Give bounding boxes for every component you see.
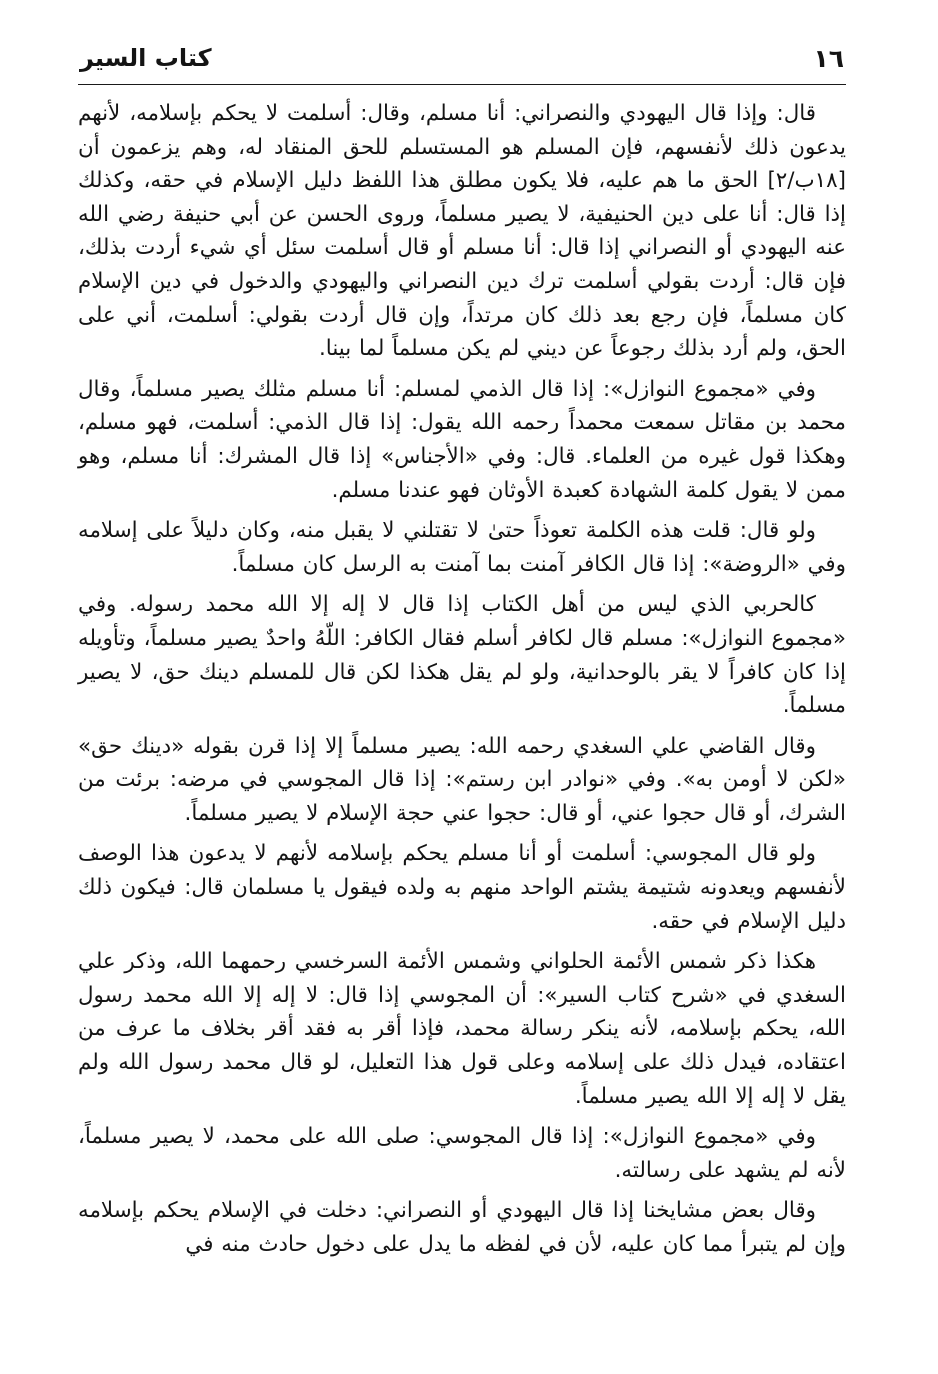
paragraph: وقال بعض مشايخنا إذا قال اليهودي أو النصراني: دخلت في الإسلام يحكم بإسلامه وإن لم يتبرأ مما كان عليه، لأن في لفظه ما يدل على دخول حادث منه في — [78, 1198, 846, 1257]
running-title: كتاب السير — [80, 44, 212, 72]
paragraph: هكذا ذكر شمس الأئمة الحلواني وشمس الأئمة السرخسي رحمهما الله، وذكر علي السغدي في «شرح كتاب السير»: أن المجوسي إذا قال: لا إله إلا الله محمد رسول الله، يحكم بإسلامه، لأنه ينكر رسالة محمد، فإذا أقر به فقد أقر بخلاف ما عرف من اعتقاده، فيدل ذلك على إسلامه وعلى قول هذا التعليل، لو قال محمد رسول الله ولم يقل لا إله إلا الله يصير مسلماً. — [78, 949, 846, 1109]
paragraph: وقال القاضي علي السغدي رحمه الله: يصير مسلماً إلا إذا قرن بقوله «دينك حق» «لكن لا أومن به». وفي «نوادر ابن رستم»: إذا قال المجوسي في مرضه: برئت من الشرك، أو قال حجوا عني، أو قال: حجوا عني حجة الإسلام لا يصير مسلماً. — [78, 733, 846, 826]
paragraph: وفي «مجموع النوازل»: إذا قال المجوسي: صلى الله على محمد، لا يصير مسلماً، لأنه لم يشهد على رسالته. — [78, 1124, 846, 1183]
book-page — [78, 40, 846, 1350]
page-header — [78, 40, 846, 85]
paragraph: وفي «مجموع النوازل»: إذا قال الذمي لمسلم: أنا مسلم مثلك يصير مسلماً، وقال محمد بن مقاتل سمعت محمداً رحمه الله يقول: إذا قال الذمي: أسلمت، فهو مسلم، وهكذا قول غيره من العلماء. قال: وفي «الأجناس» إذا قال المشرك: أنا مسلم، وهو ممن لا يقول كلمة الشهادة كعبدة الأوثان فهو عندنا مسلم. — [78, 376, 846, 503]
paragraph: قال: وإذا قال اليهودي والنصراني: أنا مسلم، وقال: أسلمت لا يحكم بإسلامه، لأنهم يدعون ذلك لأنفسهم، فإن المسلم هو المستسلم للحق المنقاد له، وهم يزعمون أن [١٨ب/٢] الحق ما هم عليه، فلا يكون مطلق هذا اللفظ دليل الإسلام في حقه، وكذلك إذا قال: أنا على دين الحنيفية، لا يصير مسلماً، وروى الحسن عن أبي حنيفة رضي الله عنه اليهودي أو النصراني إذا قال: أنا مسلم أو قال أسلمت سئل أي شيء أردت بذلك، فإن قال: أردت بقولي أسلمت ترك دين النصراني واليهودي والدخول في دين الإسلام كان مسلماً، فإن رجع بعد ذلك كان مرتداً، وإن قال أردت بقولي: أسلمت، أني على الحق، ولم أرد بذلك رجوعاً عن ديني لم يكن مسلماً لما بينا. — [78, 101, 846, 362]
paragraph: كالحربي الذي ليس من أهل الكتاب إذا قال لا إله إلا الله محمد رسوله. وفي «مجموع النوازل»: مسلم قال لكافر أسلم فقال الكافر: اللّهُ واحدٌ يصير مسلماً، وتأويله إذا كان كافراً لا يقر بالوحدانية، ولو لم يقل هكذا لكن قال للمسلم دينك حق، لا يصير مسلماً. — [78, 592, 846, 719]
page-number: ١٦ — [813, 44, 844, 73]
body-text — [78, 97, 846, 1262]
paragraph: ولو قال المجوسي: أسلمت أو أنا مسلم يحكم بإسلامه لأنهم لا يدعون هذا الوصف لأنفسهم ويعدونه شتيمة يشتم الواحد منهم به ولده فيقول يا مسلمان قال: فيكون ذلك دليل الإسلام في حقه. — [78, 841, 846, 934]
paragraph: ولو قال: قلت هذه الكلمة تعوذاً حتىٰ لا تقتلني لا يقبل منه، وكان دليلاً على إسلامه وفي «الروضة»: إذا قال الكافر آمنت بما آمنت به الرسل كان مسلماً. — [78, 518, 846, 577]
